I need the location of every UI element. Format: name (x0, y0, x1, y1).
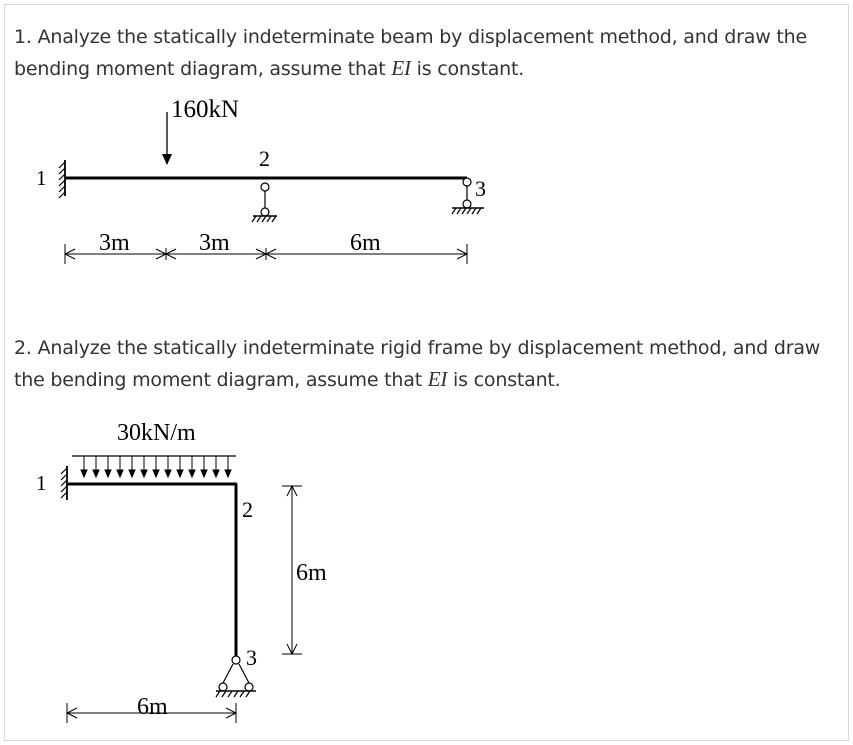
frame-load-label: 30kN/m (117, 420, 196, 446)
frame-vertical-dim-label: 6m (296, 560, 327, 586)
link-support-2 (252, 183, 277, 222)
problem-1-text-end: is constant. (410, 58, 525, 80)
beam-dim-label-3: 6m (350, 230, 381, 256)
frame-diagram (36, 420, 327, 723)
problem-2-text: 2. Analyze the statically indeterminate rigid frame by displacement method, and draw the bending moment diagram, assume that (14, 337, 821, 391)
beam-load-label: 160kN (171, 96, 240, 123)
beam-dim-label-2: 3m (199, 230, 230, 256)
beam-node-label-2: 2 (259, 146, 270, 171)
frame-horizontal-dim-label: 6m (137, 694, 168, 720)
frame-node-label-2: 2 (242, 497, 253, 522)
frame-node-label-3: 3 (246, 645, 257, 670)
fixed-support-1 (59, 160, 65, 198)
fixed-support-1 (61, 466, 67, 500)
problem-1-ei: EI (391, 56, 411, 80)
problem-1-text: 1. Analyze the statically indeterminate beam by displacement method, and draw the bending moment diagram, assume that (14, 26, 807, 80)
problem-2-text-end: is constant. (447, 369, 561, 391)
frame-node-label-1: 1 (36, 471, 47, 495)
problem-2-ei: EI (427, 367, 448, 391)
beam-node-label-3: 3 (475, 176, 486, 201)
distributed-load (72, 456, 236, 477)
beam-diagram (36, 96, 486, 264)
beam-dim-label-1: 3m (99, 230, 130, 256)
beam-node-label-1: 1 (36, 166, 47, 190)
